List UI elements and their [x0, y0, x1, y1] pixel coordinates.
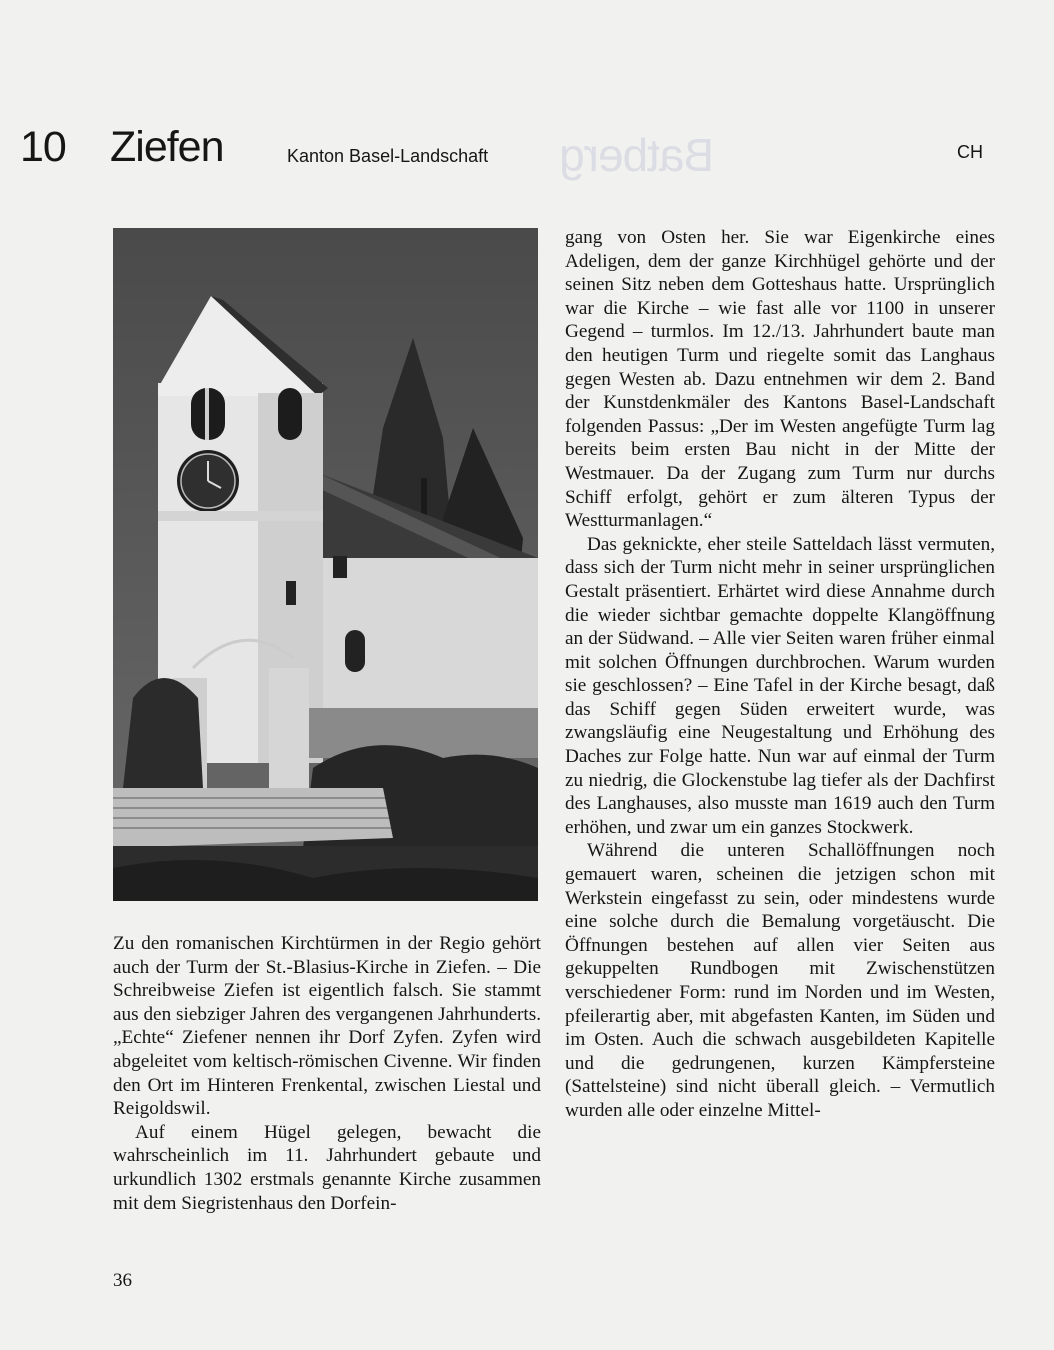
church-photo-icon: [113, 228, 538, 901]
paragraph: gang von Osten her. Sie war Eigenkirche eines Adeligen, dem der ganze Kirchhügel gehörte und der seinen Sitz neben dem Gotteshaus hatte. Ursprünglich war die Kirche – wie fast alle vor 1100 in unserer Gegend – turmlos. Im 12./13. Jahrhundert baute man den heutigen Turm und riegelte somit das Langhaus gegen Westen ab. Dazu entnehmen wir dem 2. Band der Kunstdenkmäler des Kantons Basel-Landschaft folgenden Passus: „Der im Westen angefügte Turm lag bereits beim ersten Bau nicht in der Mitte der Westmauer. Da der Zugang zum Turm nur durchs Schiff erfolgt, gehört er zum älteren Typus der Westturmanlagen.“: [565, 227, 995, 532]
church-photo: [113, 228, 538, 901]
page-number: 36: [113, 1270, 132, 1291]
left-text-column: [113, 932, 541, 1215]
show-through-text: Batberg: [560, 129, 715, 181]
right-text-column: [565, 226, 995, 1123]
page-title: Ziefen: [110, 123, 224, 171]
chapter-number: 10: [20, 123, 66, 171]
paragraph: Das geknickte, eher steile Satteldach lässt vermuten, dass sich der Turm nicht mehr in seiner ursprünglichen Gestalt präsentiert. Erhärtet wird diese Annahme durch die wieder sichtbar gemachte doppelte Klangöffnung an der Südwand. – Alle vier Seiten waren früher einmal mit solchen Öffnungen durchbrochen. Warum wurden sie geschlossen? – Eine Tafel in der Kirche besagt, daß das Schiff gegen Süden erweitert wurde, was zwangsläufig eine Neugestaltung und Erhöhung des Daches zur Folge hatte. Nun war auf einmal der Turm zu niedrig, die Glockenstube lag tiefer als der Dachfirst des Langhauses, also musste man 1619 auch den Turm erhöhen, und zwar um ein ganzes Stockwerk.: [565, 533, 995, 838]
page-header: [20, 120, 1020, 180]
country-code: CH: [957, 142, 983, 162]
paragraph: Auf einem Hügel gelegen, bewacht die wahrscheinlich im 11. Jahrhundert gebaute und urkundlich 1302 erstmals genannte Kirche zusammen mit dem Siegristenhaus den Dorfein-: [113, 1121, 541, 1214]
paragraph: Zu den romanischen Kirchtürmen in der Regio gehört auch der Turm der St.-Blasius-Kirche in Ziefen. – Die Schreibweise Ziefen ist eigentlich falsch. Sie stammt aus den siebziger Jahren des vergangenen Jahrhunderts. „Echte“ Ziefener nennen ihr Dorf Zyfen. Zyfen wird abgeleitet vom keltisch-römischen Civenne. Wir finden den Ort im Hinteren Frenkental, zwischen Liestal und Reigoldswil.: [113, 933, 541, 1120]
page-subtitle: Kanton Basel-Landschaft: [287, 146, 489, 166]
paragraph: Während die unteren Schallöffnungen noch gemauert waren, scheinen die jetzigen schon mit Werkstein eingefasst zu sein, oder mindestens wurde eine solche durch die Bemalung vorgetäuscht. Die Öffnungen bestehen auf allen vier Seiten aus gekuppelten Rundbogen mit Zwischenstützen verschiedener Form: rund im Norden und im Westen, pfeilerartig aber, mit abgefasten Kanten, im Süden und im Osten. Auch die schwach ausgebildeten Kapitelle und die gedrungenen, kurzen Kämpfersteine (Sattelsteine) sind nicht überall gleich. – Vermutlich wurden alle oder einzelne Mittel-: [565, 840, 995, 1121]
